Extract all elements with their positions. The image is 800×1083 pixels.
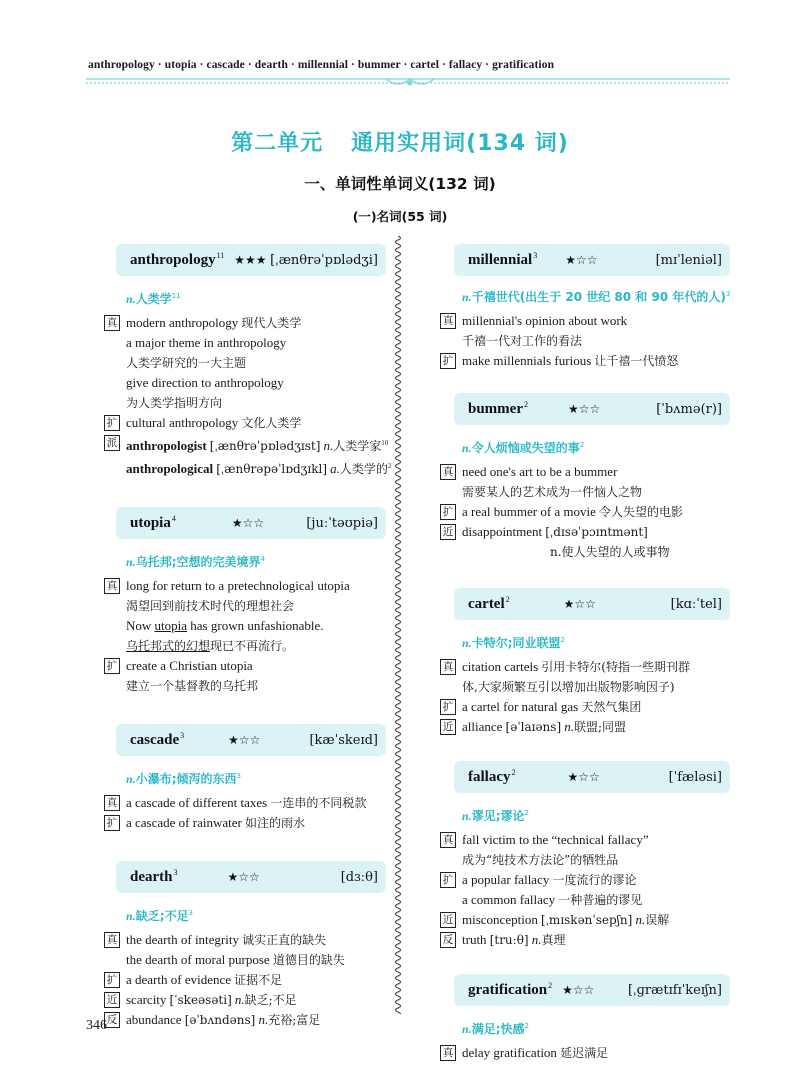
example-line: 为人类学指明方向 <box>126 396 223 410</box>
entry-anthropology <box>104 244 392 479</box>
example-line: a common fallacy 一种普遍的谬见 <box>462 892 643 907</box>
tag-antonym: 反 <box>104 1012 120 1028</box>
tag-exam: 真 <box>440 659 456 675</box>
meaning: n.满足;快感$^2$ <box>462 1022 529 1036</box>
example-line: 扩 make millennials furious 让千禧一代愤怒 <box>440 351 730 371</box>
example-line: 真 long for return to a pretechnological utopia <box>104 576 386 596</box>
headword-box <box>454 974 730 1006</box>
example-line: the dearth of moral purpose 道德目的缺失 <box>126 952 345 968</box>
meaning: n.小瀑布;倾泻的东西$^3$ <box>126 772 241 787</box>
entry-cartel <box>440 588 730 737</box>
meaning: n.乌托邦;空想的完美境界$^4$ <box>126 555 265 570</box>
frequency-stars: ★★★ <box>234 253 267 267</box>
tag-extend: 扩 <box>440 504 456 520</box>
example-line: 真 delay gratification 延迟满足 <box>440 1043 730 1063</box>
headword: fallacy$^2$ <box>468 768 516 785</box>
right-column <box>440 244 730 1083</box>
tag-antonym: 反 <box>440 932 456 948</box>
tag-exam: 真 <box>440 1045 456 1061</box>
headword-box <box>116 861 386 893</box>
phonetic: [ˌænθrəˈpɒlədʒi] <box>270 252 378 268</box>
left-column <box>104 244 392 1050</box>
phonetic: [kɑːˈtel] <box>670 596 722 612</box>
example-line: 建立一个基督教的乌托邦 <box>126 679 259 694</box>
tag-extend: 扩 <box>104 415 120 431</box>
synonym-line: 近 scarcity [ˈskeəsəti] n.缺乏;不足 <box>104 990 386 1010</box>
synonym-line: 近 misconception [ˌmɪskənˈsepʃn] n.误解 <box>440 910 730 930</box>
synonym-meaning-line: n.使人失望的人或事物 <box>550 545 670 559</box>
tag-exam: 真 <box>440 832 456 848</box>
example-line: 真 a cascade of different taxes 一连串的不同税款 <box>104 793 386 813</box>
example-line: 成为“纯技术方法论”的牺牲品 <box>462 853 619 867</box>
example-line: 真 modern anthropology 现代人类学 <box>104 313 386 333</box>
phonetic: [dɜːθ] <box>340 869 378 885</box>
column-divider <box>392 236 408 1014</box>
page-number: 346 <box>86 1018 107 1033</box>
antonym-line: 反 abundance [əˈbʌndəns] n.充裕;富足 <box>104 1010 386 1030</box>
frequency-stars: ★☆☆ <box>568 402 601 416</box>
entry-millennial <box>440 244 730 371</box>
headword-box <box>116 724 386 756</box>
example-line: 人类学研究的一大主题 <box>126 356 247 370</box>
meaning: n.谬见;谬论$^2$ <box>462 809 529 823</box>
frequency-stars: ★☆☆ <box>565 253 598 267</box>
running-head: anthropology · utopia · cascade · dearth · millennial · bummer · cartel · fallacy · gratification <box>88 59 555 71</box>
example-line: 体,大家频繁互引以增加出版物影响因子) <box>462 680 675 694</box>
tag-exam: 真 <box>104 932 120 948</box>
headword: dearth$^3$ <box>130 868 178 886</box>
headword-box <box>454 244 730 276</box>
section-title: 一、单词性单词义(132 词) <box>304 175 496 193</box>
tag-extend: 扩 <box>440 699 456 715</box>
headword-box <box>454 588 730 620</box>
example-line: 真 the dearth of integrity 诚实正直的缺失 <box>104 930 386 950</box>
example-line: 扩 a dearth of evidence 证据不足 <box>104 970 386 990</box>
headword: millennial$^3$ <box>468 251 538 268</box>
tag-exam: 真 <box>104 578 120 594</box>
tag-exam: 真 <box>440 313 456 329</box>
example-line: 扩 a cartel for natural gas 天然气集团 <box>440 697 730 717</box>
phonetic: [ˌɡrætɪfɪˈkeɪʃn] <box>627 982 722 998</box>
example-line: 需要某人的艺术成为一件恼人之物 <box>462 485 643 499</box>
example-line: Now utopia has grown unfashionable. <box>126 618 324 634</box>
derivative-line: anthropological [ˌænθrəpəˈlɒdʒɪkl] a.人类学的$^2$ <box>126 461 392 477</box>
synonym-line: 近 alliance [əˈlaɪəns] n.联盟;同盟 <box>440 717 730 737</box>
tag-synonym: 近 <box>104 992 120 1008</box>
example-line: 扩 a cascade of rainwater 如注的雨水 <box>104 813 386 833</box>
headword-box <box>454 761 730 793</box>
headword-box <box>454 393 730 425</box>
tag-exam: 真 <box>104 315 120 331</box>
derivative-line: 派 anthropologist [ˌænθrəˈpɒlədʒɪst] n.人类学家$^{10}$ <box>104 433 386 456</box>
meaning: n.令人烦恼或失望的事$^2$ <box>462 441 585 455</box>
phonetic: [ˈfæləsi] <box>668 769 722 785</box>
entry-dearth <box>104 861 386 1030</box>
example-line: 乌托邦式的幻想现已不再流行。 <box>126 639 295 654</box>
example-line: 扩 cultural anthropology 文化人类学 <box>104 413 386 433</box>
meaning: n.人类学$^{11}$ <box>126 292 181 306</box>
tag-derive: 派 <box>104 435 120 451</box>
synonym-line: 近 disappointment [ˌdɪsəˈpɔɪntmənt] <box>440 522 730 542</box>
phonetic: [juːˈtəʊpiə] <box>306 515 378 531</box>
antonym-line: 反 truth [truːθ] n.真理 <box>440 930 730 950</box>
tag-extend: 扩 <box>440 353 456 369</box>
subsection-title: (一)名词(55 词) <box>352 209 448 224</box>
example-line: 千禧一代对工作的看法 <box>462 334 583 348</box>
frequency-stars: ★☆☆ <box>228 733 261 748</box>
tag-extend: 扩 <box>104 972 120 988</box>
meaning: n.千禧世代(出生于 20 世纪 80 和 90 年代的人)$^3$ <box>462 290 731 304</box>
frequency-stars: ★☆☆ <box>227 870 260 885</box>
entry-gratification <box>440 974 730 1063</box>
meaning: n.缺乏;不足$^3$ <box>126 909 193 924</box>
entry-cascade <box>104 724 386 833</box>
phonetic: [mɪˈleniəl] <box>655 252 722 268</box>
frequency-stars: ★☆☆ <box>562 983 595 997</box>
frequency-stars: ★☆☆ <box>563 597 596 611</box>
entry-utopia <box>104 507 386 696</box>
example-line: 扩 a real bummer of a movie 令人失望的电影 <box>440 502 730 522</box>
frequency-stars: ★☆☆ <box>567 770 600 784</box>
example-line: give direction to anthropology <box>126 375 284 390</box>
tag-extend: 扩 <box>440 872 456 888</box>
headword: utopia$^4$ <box>130 514 176 532</box>
headword: gratification$^2$ <box>468 981 553 998</box>
tag-exam: 真 <box>104 795 120 811</box>
example-line: 真 citation cartels 引用卡特尔(特指一些期刊群 <box>440 657 730 677</box>
example-line: 真 fall victim to the “technical fallacy” <box>440 830 730 850</box>
tag-synonym: 近 <box>440 524 456 540</box>
frequency-stars: ★☆☆ <box>231 516 265 531</box>
example-line: 真 need one's art to be a bummer <box>440 462 730 482</box>
entry-bummer <box>440 393 730 562</box>
tag-synonym: 近 <box>440 719 456 735</box>
example-line: 扩 create a Christian utopia <box>104 656 386 676</box>
headword-box <box>116 507 386 539</box>
example-line: 扩 a popular fallacy 一度流行的谬论 <box>440 870 730 890</box>
example-line: a major theme in anthropology <box>126 335 287 350</box>
headword: cascade$^3$ <box>130 731 185 749</box>
phonetic: [kæˈskeɪd] <box>309 732 378 748</box>
headword: bummer$^2$ <box>468 400 528 417</box>
headword: anthropology$^{11}$ <box>130 251 225 268</box>
tag-extend: 扩 <box>104 815 120 831</box>
meaning: n.卡特尔;同业联盟$^2$ <box>462 636 565 650</box>
unit-title: 第二单元 通用实用词(134 词) <box>231 131 569 156</box>
tag-exam: 真 <box>440 464 456 480</box>
phonetic: [ˈbʌmə(r)] <box>656 401 722 417</box>
example-line: 真 millennial's opinion about work <box>440 311 730 331</box>
headword: cartel$^2$ <box>468 595 510 612</box>
tag-synonym: 近 <box>440 912 456 928</box>
tag-extend: 扩 <box>104 658 120 674</box>
headword-box <box>116 244 386 276</box>
entry-fallacy <box>440 761 730 950</box>
example-line: 渴望回到前技术时代的理想社会 <box>126 599 295 614</box>
header-rule-ornament <box>86 76 730 88</box>
